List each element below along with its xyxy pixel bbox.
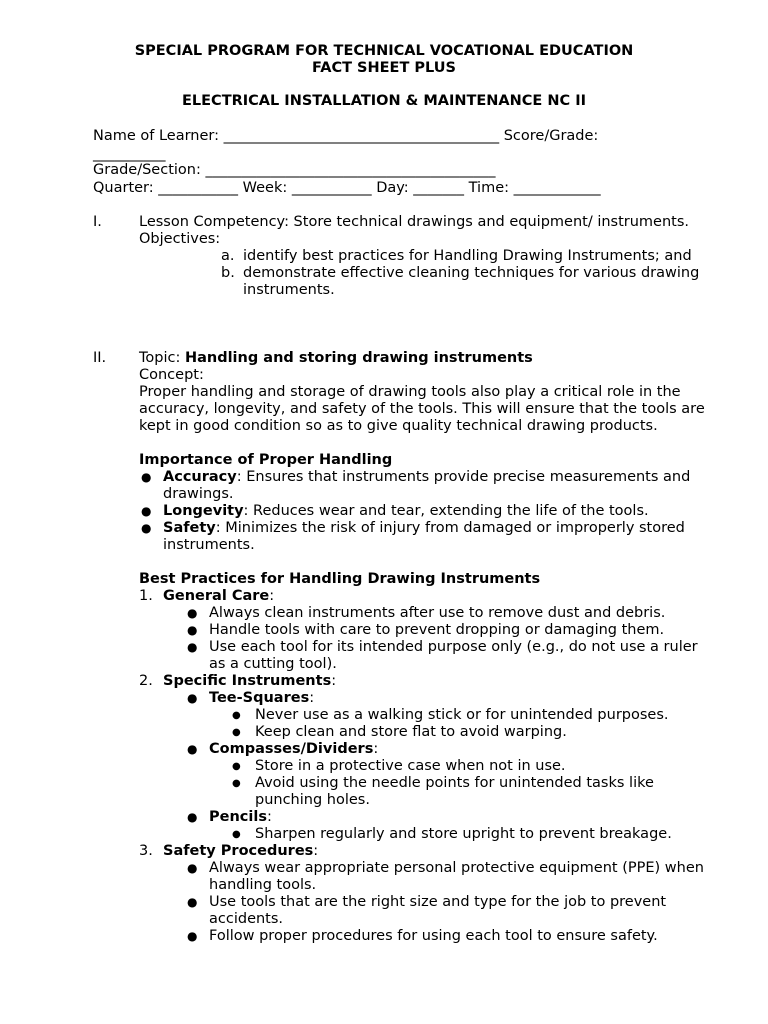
list-item: ● Never use as a walking stick or for unintended purposes. — [232, 707, 669, 723]
bullet-icon: ● — [187, 742, 198, 756]
concept-label: Concept: — [139, 367, 204, 383]
list-item: ● Use tools that are the right size and type for the job to prevent accidents. — [187, 894, 667, 927]
bullet-icon: ● — [187, 691, 198, 705]
list-item: ● Pencils: — [187, 809, 272, 825]
score-continuation: __________ — [93, 146, 166, 162]
bullet-icon: ● — [232, 710, 241, 721]
list-item: ● Use each tool for its intended purpose only (e.g., do not use a ruler as a cutting tool). — [187, 639, 698, 672]
bullet-icon: ● — [187, 810, 198, 824]
lesson-competency: Lesson Competency: Store technical drawings and equipment/ instruments. — [139, 214, 690, 230]
numbered-item-general-care: 1. General Care: — [139, 588, 275, 604]
numbered-item-specific-instruments: 2. Specific Instruments: — [139, 673, 337, 689]
section-number: II. — [93, 350, 107, 366]
document-header — [0, 43, 768, 110]
list-item: ● Tee-Squares: — [187, 690, 315, 706]
list-item: ● Follow proper procedures for using each tool to ensure safety. — [187, 928, 658, 944]
bullet-icon: ● — [187, 623, 198, 637]
bullet-icon: ● — [187, 861, 198, 875]
quarter-week-day-time-line: Quarter: ___________ Week: ___________ Day: _______ Time: ____________ — [93, 180, 601, 196]
numbered-item-safety-procedures: 3. Safety Procedures: — [139, 843, 319, 859]
list-item: ● Sharpen regularly and store upright to prevent breakage. — [232, 826, 672, 842]
list-item: ● Always wear appropriate personal protective equipment (PPE) when handling tools. — [187, 860, 704, 893]
list-item: ● Compasses/Dividers: — [187, 741, 379, 757]
list-item: ● Avoid using the needle points for unintended tasks like punching holes. — [232, 775, 654, 808]
bullet-icon: ● — [141, 470, 152, 484]
topic-title: Handling and storing drawing instruments — [184, 350, 533, 366]
bullet-icon: ● — [141, 521, 152, 535]
name-score-line: Name of Learner: ______________________________________ Score/Grade: — [93, 128, 599, 144]
list-item: ● Longevity: Reduces wear and tear, extending the life of the tools. — [141, 503, 649, 519]
list-item: ● Store in a protective case when not in use. — [232, 758, 566, 774]
grade-section-line: Grade/Section: ________________________________________ — [93, 162, 496, 178]
best-practices-heading: Best Practices for Handling Drawing Instruments — [139, 571, 541, 587]
importance-heading: Importance of Proper Handling — [139, 452, 393, 468]
bullet-icon: ● — [232, 727, 241, 738]
list-item: ● Handle tools with care to prevent dropping or damaging them. — [187, 622, 665, 638]
program-title: SPECIAL PROGRAM FOR TECHNICAL VOCATIONAL EDUCATION — [134, 43, 634, 59]
sheet-title: FACT SHEET PLUS — [312, 60, 456, 76]
bullet-icon: ● — [232, 829, 241, 840]
objective-item: b. demonstrate effective cleaning techniques for various drawing instruments. — [221, 265, 700, 298]
list-item: ● Always clean instruments after use to remove dust and debris. — [187, 605, 666, 621]
course-title: ELECTRICAL INSTALLATION & MAINTENANCE NC II — [182, 93, 586, 109]
topic-line: Topic: Handling and storing drawing instruments — [139, 350, 533, 366]
bullet-icon: ● — [232, 761, 241, 772]
list-item: ● Safety: Minimizes the risk of injury from damaged or improperly stored instruments. — [141, 520, 685, 553]
bullet-icon: ● — [141, 504, 152, 518]
section-number: I. — [93, 214, 102, 230]
list-item: ● Keep clean and store flat to avoid warping. — [232, 724, 567, 740]
bullet-icon: ● — [187, 606, 198, 620]
bullet-icon: ● — [187, 640, 198, 654]
bullet-icon: ● — [187, 929, 198, 943]
list-item: ● Accuracy: Ensures that instruments provide precise measurements and drawings. — [141, 469, 691, 502]
objectives-label: Objectives: — [139, 231, 221, 247]
bullet-icon: ● — [187, 895, 198, 909]
concept-text: Proper handling and storage of drawing tools also play a critical role in the accuracy, longevity, and safety of the tools. This will ensure that the tools are kept in good condition so as to give quality technical drawing products. — [139, 384, 705, 434]
bullet-icon: ● — [232, 778, 241, 789]
objective-item: a. identify best practices for Handling Drawing Instruments; and — [221, 248, 692, 264]
